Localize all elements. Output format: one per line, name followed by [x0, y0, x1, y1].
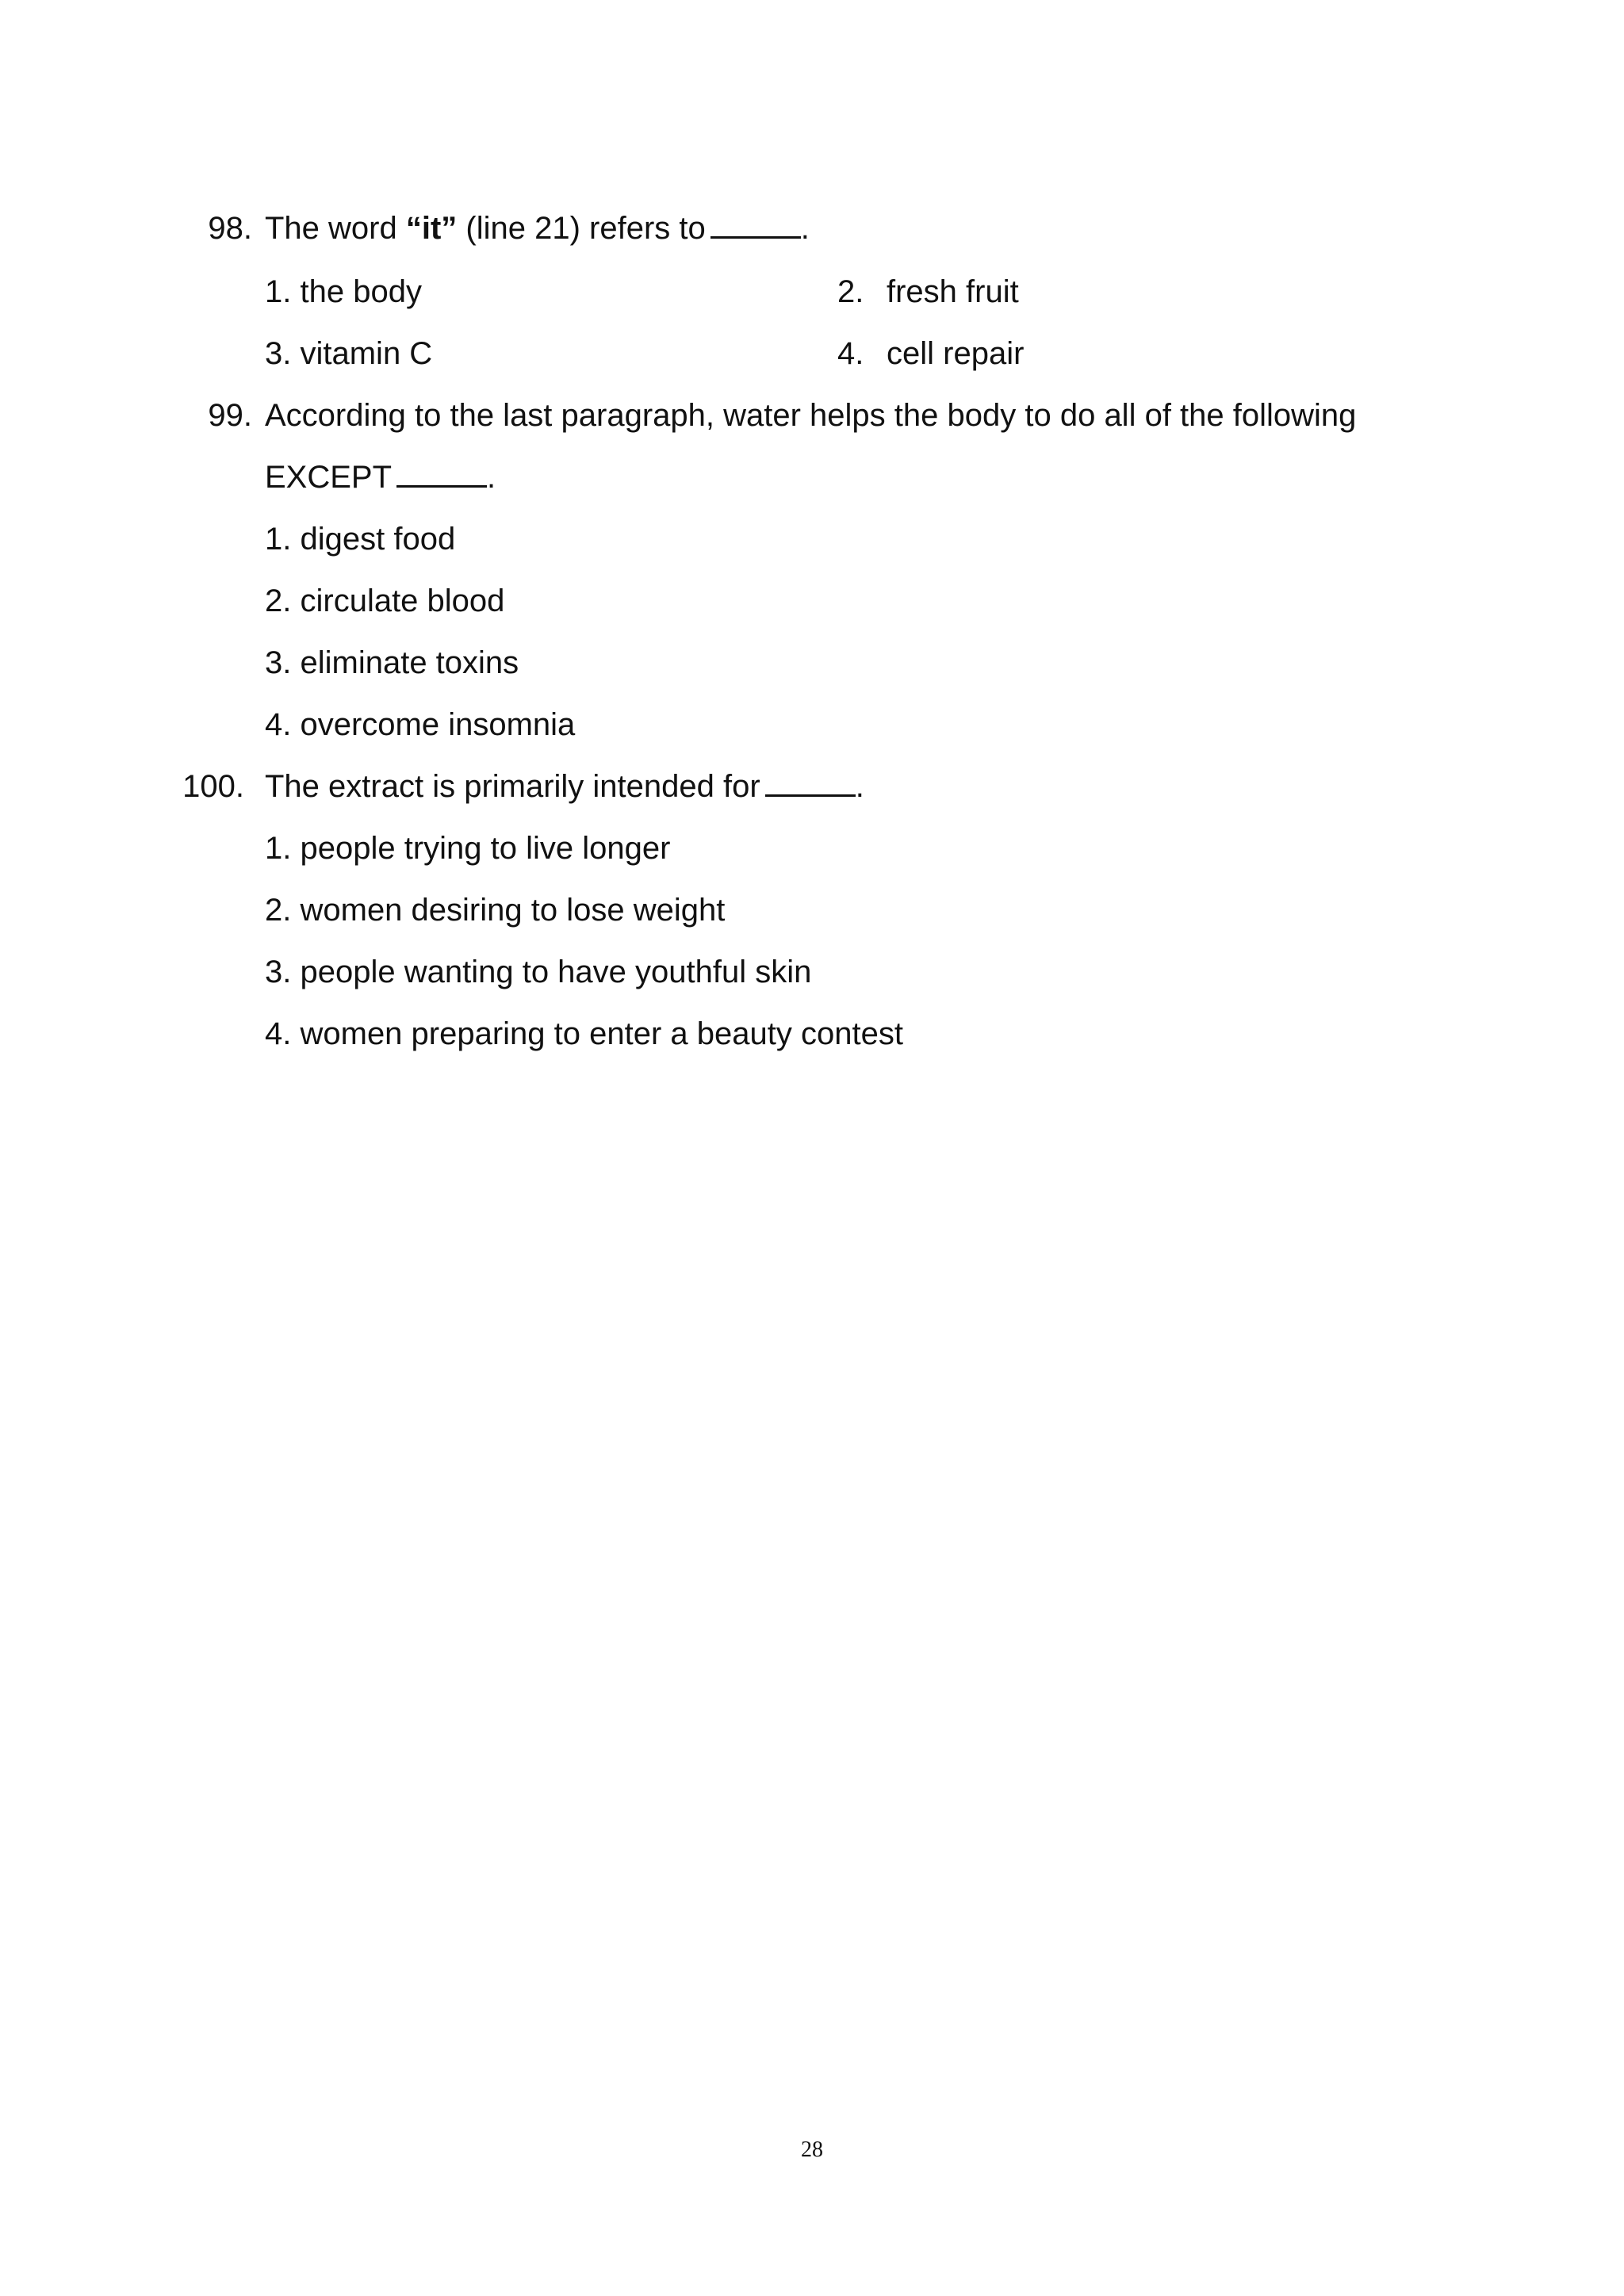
question-100-option-4 [265, 1015, 903, 1053]
option-text: women desiring to lose weight [300, 893, 726, 928]
question-98-stem [265, 209, 810, 247]
question-100-stem-end: . [855, 769, 864, 804]
option-number: 4. [265, 1016, 292, 1051]
option-number: 3. [265, 955, 292, 989]
question-99-option-2 [265, 582, 504, 620]
option-number: 4. [265, 707, 292, 742]
question-98-option-1 [265, 273, 422, 311]
option-text: people wanting to have youthful skin [300, 955, 812, 989]
option-text: circulate blood [300, 584, 505, 618]
option-number: 1. [265, 522, 292, 557]
question-100-stem [265, 767, 864, 806]
question-100-number: 100. [182, 769, 244, 804]
option-text: cell repair [887, 336, 1025, 371]
answer-blank [710, 211, 801, 239]
question-100-option-3 [265, 953, 811, 991]
option-text: women preparing to enter a beauty contest [300, 1016, 903, 1051]
question-99-option-4 [265, 706, 575, 744]
option-text: digest food [300, 522, 456, 557]
option-text: eliminate toxins [300, 645, 519, 680]
answer-blank [396, 460, 487, 488]
question-99-stem-end: . [487, 460, 496, 495]
option-text: fresh fruit [887, 274, 1019, 309]
option-number: 1. [265, 274, 292, 309]
option-text: the body [300, 274, 422, 309]
option-number: 2. [265, 893, 292, 928]
question-99-stem-line1: According to the last paragraph, water helps the body to do all of the following [265, 398, 1357, 433]
question-98-stem-end: . [800, 211, 810, 246]
option-number: 4. [837, 336, 864, 371]
question-98-option-2 [837, 273, 1019, 311]
question-99-option-3 [265, 644, 519, 682]
answer-blank [765, 769, 856, 797]
option-number: 2. [265, 584, 292, 618]
option-text: people trying to live longer [300, 831, 671, 866]
option-number: 1. [265, 831, 292, 866]
option-text: vitamin C [300, 336, 433, 371]
option-number: 3. [265, 645, 292, 680]
question-99-option-1 [265, 520, 455, 558]
question-99-number: 99. [208, 398, 252, 433]
question-98-stem-bold: “it” [405, 211, 458, 246]
option-number: 3. [265, 336, 292, 371]
question-99-stem-line2 [265, 458, 496, 496]
question-99-stem-except: EXCEPT [265, 460, 393, 495]
question-100-option-2 [265, 891, 725, 929]
question-98-stem-after: (line 21) refers to [457, 211, 706, 246]
page-number: 28 [801, 2137, 823, 2162]
question-100-stem-text: The extract is primarily intended for [265, 769, 760, 804]
question-98-number: 98. [208, 211, 252, 246]
question-98-stem-before: The word [265, 211, 406, 246]
option-text: overcome insomnia [300, 707, 576, 742]
question-98-option-3 [265, 335, 432, 373]
question-98-option-4 [837, 335, 1024, 373]
option-number: 2. [837, 274, 864, 309]
question-100-option-1 [265, 829, 670, 867]
